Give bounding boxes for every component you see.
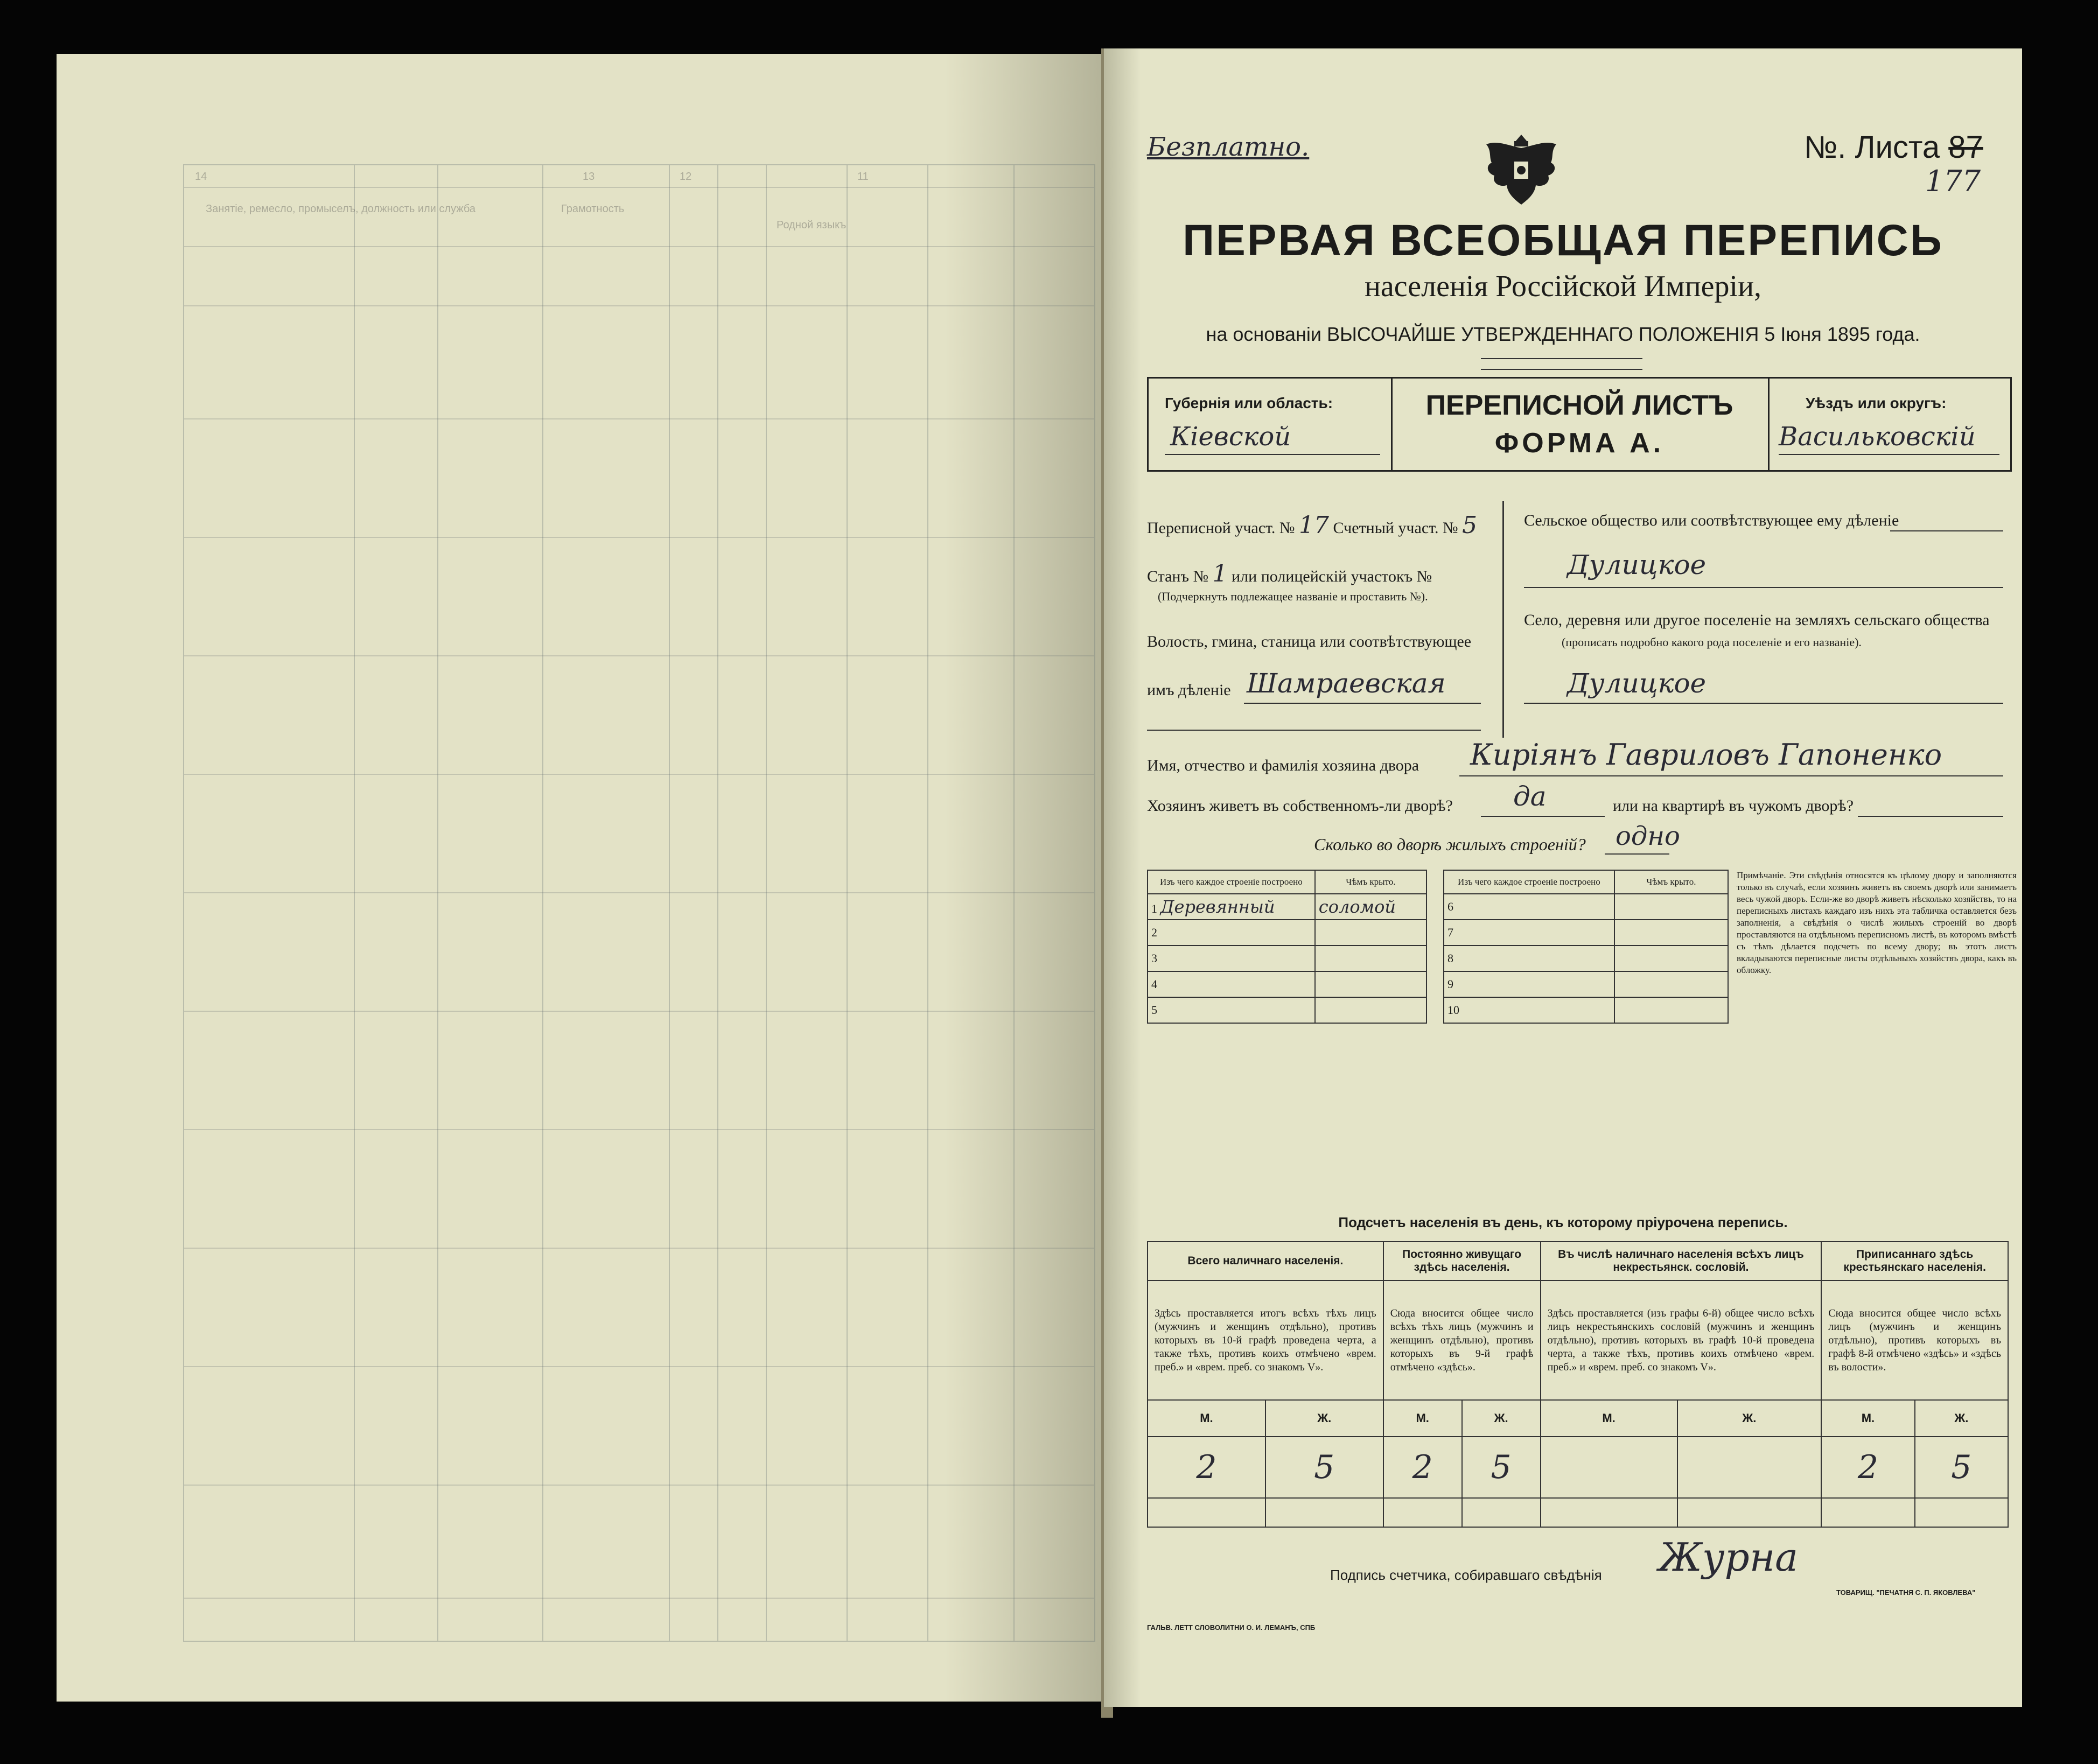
table-row: 5 — [1148, 997, 1426, 1023]
signature-label: Подпись счетчика, собиравшаго свѣдѣнія — [1330, 1567, 1602, 1583]
count-district-label: Счетный участ. № — [1333, 519, 1458, 537]
stan-label: Станъ № — [1147, 568, 1209, 585]
free-label: Безплатно. — [1147, 132, 1310, 162]
buildings-table-left — [1147, 870, 1427, 1024]
table-row: 3 — [1148, 946, 1426, 971]
male-header: М. — [1148, 1400, 1265, 1437]
building-material: Деревянный — [1160, 897, 1275, 917]
owner-label: Имя, отчество и фамилія хозяина двора — [1147, 757, 1419, 774]
own-yard-label: Хозяинъ живетъ въ собственномъ-ли дворѣ? — [1147, 797, 1453, 815]
female-header: Ж. — [1677, 1400, 1822, 1437]
sheet-number-struck: 87 — [1948, 130, 1983, 165]
census-district-value: 17 — [1299, 512, 1330, 539]
left-faint-header: Родной языкъ — [777, 219, 847, 231]
building-roof: соломой — [1315, 894, 1426, 920]
female-header: Ж. — [1915, 1400, 2008, 1437]
volost-label-2: имъ дѣленіе — [1147, 681, 1231, 699]
gubernia-label: Губернія или область: — [1165, 395, 1333, 411]
form-header-divider — [1391, 379, 1393, 470]
female-count: 5 — [1915, 1437, 2008, 1498]
table-row: 9 — [1444, 971, 1728, 997]
female-header: Ж. — [1462, 1400, 1541, 1437]
village-label: Село, деревня или другое поселеніе на земляхъ сельскаго общества — [1524, 611, 1990, 629]
gubernia-underline — [1165, 454, 1380, 455]
form-header-divider — [1768, 379, 1770, 470]
left-faint-header: Грамотность — [561, 203, 625, 215]
table-row: 1 Деревянный соломой — [1148, 894, 1426, 920]
male-count: 2 — [1148, 1437, 1265, 1498]
census-district-field — [1147, 512, 1477, 539]
female-count — [1677, 1437, 1822, 1498]
open-book — [32, 48, 2025, 1723]
population-col-title: Приписаннаго здѣсь крестьянскаго населенія. — [1821, 1242, 2008, 1280]
right-page — [1104, 48, 2022, 1707]
buildings-value: одно — [1616, 821, 1680, 851]
counter-signature: Журна — [1659, 1535, 1799, 1580]
population-table — [1147, 1241, 2009, 1528]
volost-value: Шамраевская — [1247, 668, 1446, 699]
rent-underline — [1858, 816, 2003, 817]
double-headed-eagle-icon — [1475, 124, 1567, 210]
left-col-number: 14 — [195, 171, 207, 183]
table-row: 4 — [1148, 971, 1426, 997]
left-col-number: 13 — [583, 171, 595, 183]
rent-label: или на квартирѣ въ чужомъ дворѣ? — [1613, 797, 1854, 815]
ornament-divider — [1481, 358, 1642, 370]
own-yard-underline — [1481, 816, 1605, 817]
uezd-value: Васильковскій — [1779, 422, 1976, 452]
population-col-desc: Здѣсь проставляется итогъ всѣхъ тѣхъ лицъ (мужчинъ и женщинъ отдѣльно), противъ которыхъ въ 10-й графѣ проведена черта, а также тѣхъ, противъ коихъ отмѣчено «врем. преб.» и «врем. преб. со знакомъ V». — [1148, 1280, 1383, 1400]
female-count: 5 — [1462, 1437, 1541, 1498]
volost-underline-2 — [1147, 730, 1481, 731]
left-page-grid — [183, 164, 1095, 1642]
census-district-label: Переписной участ. № — [1147, 519, 1295, 537]
imprint-right: ТОВАРИЩ. "ПЕЧАТНЯ С. П. ЯКОВЛЕВА" — [1836, 1588, 1976, 1597]
village-underline — [1524, 703, 2003, 704]
sheet-number — [1804, 129, 1983, 165]
form-header-box — [1147, 377, 2012, 472]
society-value: Дулицкое — [1567, 549, 1707, 580]
volost-label: Волость, гмина, станица или соотвѣтствующее — [1147, 633, 1472, 650]
female-header: Ж. — [1265, 1400, 1383, 1437]
male-count: 2 — [1383, 1437, 1462, 1498]
population-heading: Подсчетъ населенія въ день, къ которому пріурочена перепись. — [1338, 1214, 1788, 1230]
form-subtitle: ФОРМА А. — [1494, 428, 1665, 459]
female-count: 5 — [1265, 1437, 1383, 1498]
col-roof: Чѣмъ крыто. — [1315, 870, 1426, 894]
buildings-note: Примѣчаніе. Эти свѣдѣнія относятся къ цѣлому двору и заполняются только въ случаѣ, если хозяинъ живетъ въ своемъ дворѣ или занимаетъ весь чужой дворъ. Если-же во дворѣ живетъ нѣсколько хозяйствъ, то на переписныхъ листахъ каждаго изъ нихъ эта табличка оставляется безъ заполненія, а свѣдѣнія о числѣ жилыхъ строеній во дворѣ проставляются на отдѣльномъ переписномъ листѣ, въ которомъ вмѣстѣ съ тѣмъ дѣлается подсчетъ по всему двору; въ этотъ листъ вкладываются переписные листы отдѣльныхъ хозяйствъ двора, какъ въ обложку. — [1737, 870, 2017, 975]
table-row: 7 — [1444, 920, 1728, 946]
village-value: Дулицкое — [1567, 668, 1707, 699]
left-page — [57, 54, 1101, 1702]
stan-value: 1 — [1212, 560, 1228, 587]
buildings-label: Сколько во дворѣ жилыхъ строеній? — [1314, 835, 1586, 854]
owner-value: Киріянъ Гавриловъ Гапоненко — [1470, 738, 1942, 772]
table-row: 2 — [1148, 920, 1426, 946]
left-col-number: 12 — [680, 171, 692, 183]
male-count: 2 — [1821, 1437, 1914, 1498]
male-header: М. — [1541, 1400, 1677, 1437]
form-title: ПЕРЕПИСНОЙ ЛИСТЪ — [1425, 390, 1733, 421]
col-material: Изъ чего каждое строеніе построено — [1148, 870, 1315, 894]
male-count — [1541, 1437, 1677, 1498]
sheet-number-label: №. Листа — [1804, 130, 1940, 165]
table-row: 10 — [1444, 997, 1728, 1023]
population-col-desc: Сюда вносится общее число всѣхъ лицъ (мужчинъ и женщинъ отдѣльно), противъ которыхъ въ графѣ 8-й отмѣчено «здѣсь» и «здѣсь въ волости». — [1821, 1280, 2008, 1400]
imprint-left: ГАЛЬВ. ЛЕТТ СЛОВОЛИТНИ О. И. ЛЕМАНЪ, СПБ — [1147, 1623, 1316, 1632]
buildings-table-right — [1443, 870, 1729, 1024]
col-material: Изъ чего каждое строеніе построено — [1444, 870, 1614, 894]
census-title: ПЕРВАЯ ВСЕОБЩАЯ ПЕРЕПИСЬ — [1183, 216, 1943, 265]
fields-divider — [1502, 501, 1504, 738]
table-row: 8 — [1444, 946, 1728, 971]
stan-field — [1147, 560, 1432, 587]
left-col-number: 11 — [857, 171, 869, 183]
society-label: Сельское общество или соотвѣтствующее ему дѣленіе — [1524, 512, 1899, 529]
population-col-desc: Здѣсь проставляется (изъ графы 6-й) общее число всѣхъ лицъ некрестьянскихъ сословій (мужчинъ и женщинъ отдѣльно), противъ которыхъ въ графѣ 10-й проведена черта, а также тѣхъ, противъ коихъ отмѣчено «врем. преб.» и «врем. преб. со знакомъ V». — [1541, 1280, 1822, 1400]
society-underline — [1890, 530, 2003, 531]
volost-underline — [1244, 703, 1481, 704]
table-row: 6 — [1444, 894, 1728, 920]
underline-note: (Подчеркнуть подлежащее названіе и проставить №). — [1158, 590, 1428, 603]
col-roof: Чѣмъ крыто. — [1614, 870, 1728, 894]
sheet-number-value: 177 — [1925, 164, 1981, 198]
count-district-value: 5 — [1462, 512, 1478, 539]
population-col-title: Въ числѣ наличнаго населенія всѣхъ лицъ некрестьянск. сословій. — [1541, 1242, 1822, 1280]
buildings-underline — [1605, 853, 1669, 855]
gubernia-value: Кіевской — [1170, 422, 1291, 452]
own-yard-value: да — [1513, 781, 1547, 812]
population-col-title: Всего наличнаго населенія. — [1148, 1242, 1383, 1280]
male-header: М. — [1383, 1400, 1462, 1437]
uezd-label: Уѣздъ или округъ: — [1806, 395, 1947, 411]
census-basis: на основаніи ВЫСОЧАЙШЕ УТВЕРЖДЕННАГО ПОЛОЖЕНІЯ 5 Іюня 1895 года. — [1206, 323, 1920, 345]
village-note: (прописать подробно какого рода поселеніе и его названіе). — [1562, 635, 1862, 649]
left-faint-header: Занятіе, ремесло, промыселъ, должность или служба — [206, 203, 476, 215]
male-header: М. — [1821, 1400, 1914, 1437]
society-underline-2 — [1524, 587, 2003, 588]
owner-underline — [1459, 775, 2003, 776]
population-col-title: Постоянно живущаго здѣсь населенія. — [1383, 1242, 1541, 1280]
uezd-underline — [1779, 454, 1999, 455]
population-col-desc: Сюда вносится общее число всѣхъ тѣхъ лицъ (мужчинъ и женщинъ отдѣльно), противъ которыхъ въ 9-й графѣ отмѣчено «здѣсь». — [1383, 1280, 1541, 1400]
police-district-label: или полицейскій участокъ № — [1232, 568, 1432, 585]
census-subtitle: населенія Россійской Имперіи, — [1364, 270, 1762, 303]
